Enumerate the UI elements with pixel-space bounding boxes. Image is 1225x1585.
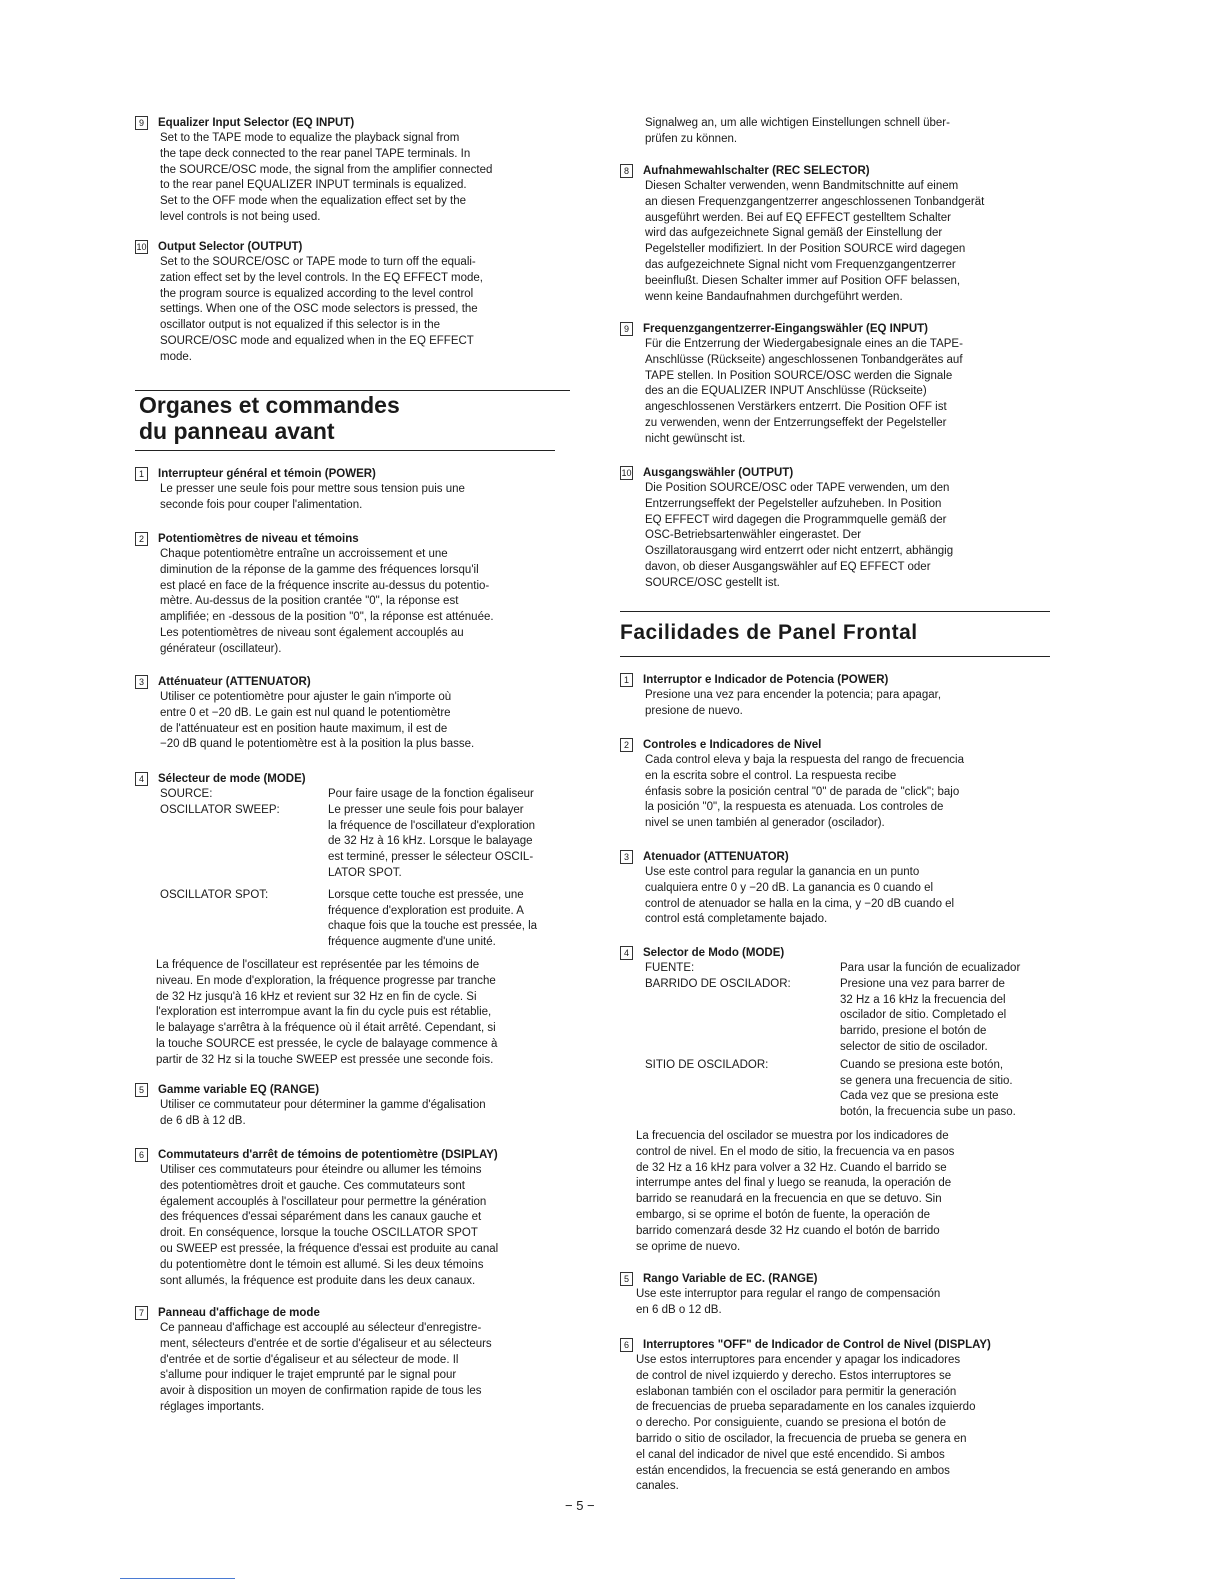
- mode-row: [160, 803, 595, 882]
- item-number: 7: [135, 1306, 148, 1320]
- mode-row: [645, 1058, 1060, 1121]
- item-number: 9: [135, 116, 148, 130]
- section-body: Für die Entzerrung der Wiedergabesignale eines an die TAPE- Anschlüsse (Rückseite) angeschlossenen Tonbandgerätes auf TAPE stellen. In Position SOURCE/OSC werden die Signale des an die EQUALIZER INPUT Anschlüsse (Rückseite) angeschlossenen Verstärkers entzerrt. Die Position OFF ist zu verwenden, wenn der Entzerrungseffekt der Pegelsteller nicht gewünscht ist.: [645, 338, 963, 445]
- mode-key: SITIO DE OSCILADOR:: [645, 1058, 769, 1071]
- section-fr-power: [135, 467, 595, 514]
- section-title: Sélecteur de mode (MODE): [158, 773, 306, 785]
- section-title: Commutateurs d'arrêt de témoins de potentiomètre (DSIPLAY): [158, 1149, 498, 1161]
- section-fr-level: [135, 532, 595, 658]
- mode-value: Cuando se presiona este botón, se genera una frecuencia de sitio. Cada vez que se presiona este botón, la frecuencia sube un paso.: [840, 1058, 1016, 1119]
- section-title: Selector de Modo (MODE): [643, 947, 785, 959]
- mode-key: OSCILLATOR SPOT:: [160, 888, 269, 901]
- section-title: Atenuador (ATTENUATOR): [643, 851, 789, 863]
- section-title: Potentiomètres de niveau et témoins: [158, 533, 359, 545]
- section-title: Ausgangswähler (OUTPUT): [643, 467, 794, 479]
- section-body: Use este interruptor para regular el rango de compensación en 6 dB o 12 dB.: [636, 1288, 941, 1316]
- section-output: [135, 240, 595, 366]
- title-rule-top: [620, 611, 1050, 612]
- item-number: 2: [135, 532, 148, 546]
- section-title: Controles e Indicadores de Nivel: [643, 739, 822, 751]
- section-title: Rango Variable de EC. (RANGE): [643, 1273, 818, 1285]
- section-de-continued: [620, 116, 1060, 148]
- section-body: Set to the TAPE mode to equalize the playback signal from the tape deck connected to the rear panel TAPE terminals. In the SOURCE/OSC mode, the signal from the amplifier connected to the rear panel EQUALIZER INPUT terminals is equalized. Set to the OFF mode when the equalization effect set by the level controls is not being used.: [160, 132, 493, 223]
- mode-key: FUENTE:: [645, 962, 695, 974]
- item-number: 8: [620, 164, 633, 178]
- mode-explanation: La frecuencia del oscilador se muestra por los indicadores de control de nivel. En el modo de sitio, la frecuencia va en pasos de 32 Hz a 16 kHz para volver a 32 Hz. Cuando el barrido se interrumpe antes del final y luego se reanuda, la operación de barrido se reanudará en la frecuencia en que se detuvo. Sin embargo, si se oprime el botón de fuente, la operación de barrido comenzará desde 32 Hz cuando el botón de barrido se oprime de nuevo.: [636, 1129, 955, 1253]
- section-de-output: [620, 466, 1060, 592]
- section-title: Atténuateur (ATTENUATOR): [158, 676, 311, 688]
- title-rule-top: [135, 390, 570, 391]
- bottom-edge-line: [120, 1578, 235, 1579]
- section-es-mode: [620, 946, 1060, 1255]
- mode-table: [645, 961, 1060, 1121]
- mode-key: BARRIDO DE OSCILADOR:: [645, 977, 791, 990]
- spanish-section-title: Facilidades de Panel Frontal: [620, 621, 918, 644]
- section-fr-display: [135, 1148, 595, 1289]
- section-title: Interruptor e Indicador de Potencia (POWER): [643, 674, 889, 686]
- mode-row: [160, 888, 595, 951]
- section-es-display: [620, 1338, 1060, 1495]
- section-title: Panneau d'affichage de mode: [158, 1307, 320, 1319]
- section-body: Utiliser ce commutateur pour déterminer la gamme d'égalisation de 6 dB à 12 dB.: [160, 1099, 486, 1127]
- section-body: Cada control eleva y baja la respuesta del rango de frecuencia en la escrita sobre el control. La respuesta recibe énfasis sobre la posición central "0" de parada de "click"; bajo la posición "0", la respuesta es atenuada. Los controles de nivel se unen también al generador (oscilador).: [645, 754, 965, 830]
- item-number: 2: [620, 738, 633, 752]
- item-number: 5: [620, 1272, 633, 1286]
- section-title: Aufnahmewahlschalter (REC SELECTOR): [643, 165, 870, 177]
- item-number: 4: [135, 772, 148, 786]
- section-es-range: [620, 1272, 1060, 1319]
- section-body: Utiliser ce potentiomètre pour ajuster le gain n'importe où entre 0 et −20 dB. Le gain est nul quand le potentiomètre de l'atténuateur est en position haute maximum, il est de −20 dB quand le potentiomètre est à la position la plus basse.: [160, 691, 475, 751]
- section-title: Equalizer Input Selector (EQ INPUT): [158, 117, 355, 129]
- section-body: Set to the SOURCE/OSC or TAPE mode to turn off the equali- zation effect set by the level controls. In the EQ EFFECT mode, the program source is equalized according to the level control settings. When one of the OSC mode selectors is pressed, the oscillator output is not equalized if this selector is in the SOURCE/OSC mode and equalized when in the EQ EFFECT mode.: [160, 256, 484, 363]
- mode-row: [645, 977, 1060, 1056]
- item-number: 10: [621, 468, 632, 478]
- section-body: Ce panneau d'affichage est accouplé au sélecteur d'enregistre- ment, sélecteurs d'entrée et de sortie d'égaliseur et au sélecteurs d'entrée et de sortie d'égaliseur et au sélecteur de mode. Il s'allume pour indiquer le trajet emprunté par le signal pour avoir à disposition un moyen de confirmation rapide de tous les réglages importants.: [160, 1322, 492, 1413]
- section-body: Chaque potentiomètre entraîne un accroissement et une diminution de la réponse de la gamme des fréquences lorsqu'il est placé en face de la fréquence inscrite au-dessus du potentio- mètre. Au-dessus de la position crantée "0", la réponse est amplifiée; en -dessous de la position "0", la réponse est atténuée. Les potentiomètres de niveau sont également accouplés au générateur (oscillateur).: [160, 548, 494, 655]
- section-title: Output Selector (OUTPUT): [158, 241, 303, 253]
- mode-key: OSCILLATOR SWEEP:: [160, 803, 280, 816]
- item-number: 9: [620, 322, 633, 336]
- section-body: Use estos interruptores para encender y apagar los indicadores de control de nivel izquierdo y derecho. Estos interruptores se eslabonan también con el oscilador para permitir la generación de frecuencias de prueba separadamente en los canales izquierdo o derecho. Por consiguiente, cuando se presiona el botón de barrido o sitio de oscilador, la frecuencia de prueba se genera en el canal del indicador de nivel que esté encendido. Si ambos están encendidos, la frecuencia se está generando en ambos canales.: [636, 1354, 976, 1493]
- mode-explanation: La fréquence de l'oscillateur est représentée par les témoins de niveau. En mode d'exploration, la fréquence progresse par tranche de 32 Hz jusqu'à 16 kHz et revient sur 32 Hz en fin de cycle. Si l'exploration est interrompue avant la fin du cycle puis est rétablie, le balayage s'arrêtra à la fréquence où il était arrêté. Cependant, si la touche SOURCE est pressée, le cycle de balayage commence à partir de 32 Hz si la touche SWEEP est pressée une seconde fois.: [156, 958, 498, 1066]
- section-title: Interrupteur général et témoin (POWER): [158, 468, 376, 480]
- section-body: Signalweg an, um alle wichtigen Einstellungen schnell über- prüfen zu können.: [645, 117, 950, 145]
- section-body: Utiliser ces commutateurs pour éteindre ou allumer les témoins des potentiomètres droit et gauche. Ces commutateurs sont également accouplés à l'oscillateur pour permettre la génération des fréquences d'essai séparément dans les canaux gauche et droit. En conséquence, lorsque la touche OSCILLATOR SPOT ou SWEEP est pressée, la fréquence d'essai est produite au canal du potentiomètre dont le témoin est allumé. Si les deux témoins sont allumés, la fréquence est produite dans les deux canaux.: [160, 1164, 499, 1287]
- section-fr-mode: [135, 772, 595, 1069]
- section-fr-range: [135, 1083, 595, 1130]
- item-number: 3: [620, 850, 633, 864]
- mode-value: Pour faire usage de la fonction égaliseur: [328, 788, 534, 800]
- section-body: Die Position SOURCE/OSC oder TAPE verwenden, um den Entzerrungseffekt der Pegelsteller aufzuheben. In Position EQ EFFECT wird dagegen die Programmquelle gemäß der OSC-Betriebsartenwähler eingerastet. Der Oszillatorausgang wird entzerrt oder nicht entzerrt, abhängig davon, ob dieser Ausgangswähler auf EQ EFFECT oder SOURCE/OSC gestellt ist.: [645, 482, 954, 589]
- mode-value: Para usar la función de ecualizador: [840, 962, 1021, 974]
- page-number: − 5 −: [565, 1498, 595, 1513]
- section-fr-mode-display: [135, 1306, 595, 1416]
- section-body: Diesen Schalter verwenden, wenn Bandmitschnitte auf einem an diesen Frequenzgangentzerrer angeschlossenen Tonbandgerät ausgeführt werden. Bei auf EQ EFFECT gestelltem Schalter wird das aufgezeichnete Signal gemäß der Einstellung der Pegelsteller modifiziert. In der Position SOURCE wird dagegen das aufgezeichnete Signal nicht vom Frequenzgangentzerrer beeinflußt. Diesen Schalter immer auf Position OFF belassen, wenn keine Bandaufnahmen durchgeführt werden.: [645, 180, 985, 303]
- item-number: 10: [136, 242, 147, 252]
- section-body: Use este control para regular la ganancia en un punto cualquiera entre 0 y −20 dB. La ganancia es 0 cuando el control de atenuador se halla en la cima, y −20 dB cuando el control está completamente bajado.: [645, 866, 955, 926]
- section-es-level: [620, 738, 1060, 832]
- section-title: Interruptores "OFF" de Indicador de Control de Nivel (DISPLAY): [643, 1339, 991, 1351]
- mode-value: Lorsque cette touche est pressée, une fréquence d'exploration est produite. A chaque fois que la touche est pressée, la fréquence augmente d'une unité.: [328, 888, 538, 949]
- section-fr-attenuator: [135, 675, 595, 753]
- french-section-title: Organes et commandes du panneau avant: [139, 392, 400, 444]
- mode-value: Le presser une seule fois pour balayer la fréquence de l'oscillateur d'exploration de 32 Hz à 16 kHz. Lorsque le balayage est terminé, presser le sélecteur OSCIL- LATOR SPOT.: [328, 803, 536, 879]
- section-de-rec-selector: [620, 164, 1060, 305]
- mode-table: [160, 787, 595, 951]
- section-de-eq-input: [620, 322, 1060, 448]
- mode-value: Presione una vez para barrer de 32 Hz a 16 kHz la frecuencia del oscilador de sitio. Completado el barrido, presione el botón de selector de sitio de oscilador.: [840, 977, 1007, 1053]
- section-body: Presione una vez para encender la potencia; para apagar, presione de nuevo.: [645, 689, 942, 717]
- item-number: 3: [135, 675, 148, 689]
- item-number: 5: [135, 1083, 148, 1097]
- title-rule-bottom: [135, 450, 555, 451]
- section-eq-input: [135, 116, 595, 226]
- section-es-power: [620, 673, 1060, 720]
- section-es-attenuator: [620, 850, 1060, 928]
- item-number: 6: [135, 1148, 148, 1162]
- section-title: Gamme variable EQ (RANGE): [158, 1084, 320, 1096]
- section-body: Le presser une seule fois pour mettre sous tension puis une seconde fois pour couper l'alimentation.: [160, 483, 465, 511]
- title-rule-bottom: [620, 656, 1050, 657]
- item-number: 4: [620, 946, 633, 960]
- item-number: 1: [135, 467, 148, 481]
- section-title: Frequenzgangentzerrer-Eingangswähler (EQ INPUT): [643, 323, 928, 335]
- mode-row: [645, 961, 1060, 977]
- mode-key: SOURCE:: [160, 788, 213, 800]
- item-number: 1: [620, 673, 633, 687]
- mode-row: [160, 787, 595, 803]
- item-number: 6: [620, 1338, 633, 1352]
